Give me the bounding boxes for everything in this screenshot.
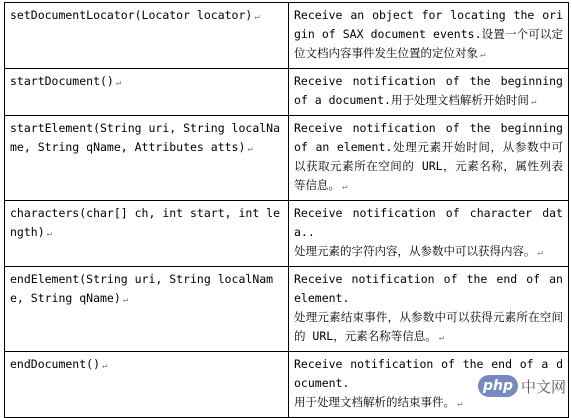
paragraph-mark-icon: ↵ [537, 248, 543, 258]
description-chinese: 用于处理文档解析的结束事件。 [294, 395, 455, 409]
table-row [5, 69, 569, 116]
table-row [5, 201, 569, 267]
method-cell [5, 3, 289, 69]
method-cell [5, 116, 289, 201]
description-chinese: 处理元素开始时间，从参数中可以获取元素所在空间的 URL，元素名称，属性列表等信息。 [294, 140, 564, 192]
method-cell [5, 267, 289, 352]
sax-handler-methods-table [4, 2, 569, 418]
description-english: Receive an object for locating the origin of SAX document events. [294, 8, 563, 41]
paragraph-mark-icon: ↵ [530, 97, 537, 107]
paragraph-mark-icon: ↵ [342, 182, 348, 192]
method-cell [5, 69, 289, 116]
paragraph-mark-icon: ↵ [102, 361, 108, 371]
description-chinese: 设置一个可以定位文档内容事件发生位置的定位对象 [294, 27, 564, 60]
method-signature: endDocument() [10, 357, 101, 371]
paragraph-mark-icon: ↵ [457, 399, 463, 409]
description-chinese: 处理元素的字符内容，从参数中可以获得内容。 [294, 244, 536, 258]
description-cell [289, 267, 569, 352]
method-signature: startElement(String uri, String localName, String qName, Attributes atts) [10, 121, 281, 154]
description-cell [289, 69, 569, 116]
paragraph-mark-icon: ↵ [115, 78, 122, 88]
paragraph-mark-icon: ↵ [122, 295, 129, 305]
method-cell [5, 201, 289, 267]
php-logo-icon: php [478, 375, 518, 397]
site-watermark [478, 375, 566, 397]
paragraph-mark-icon: ↵ [254, 12, 260, 22]
watermark-text: 中文网 [520, 377, 566, 396]
table-row [5, 116, 569, 201]
table-row [5, 3, 569, 69]
description-english: Receive notification of the end of a document. [294, 357, 563, 390]
description-chinese: 用于处理文档解析开始时间 [390, 93, 529, 107]
paragraph-mark-icon: ↵ [438, 333, 445, 343]
paragraph-mark-icon: ↵ [247, 144, 253, 154]
description-cell [289, 201, 569, 267]
paragraph-mark-icon: ↵ [46, 229, 53, 239]
description-chinese: 处理元素结束事件，从参数中可以获得元素所在空间的 URL，元素名称等信息。 [294, 310, 563, 343]
description-english: Receive notification of character data.. [294, 206, 563, 239]
table-row [5, 267, 569, 352]
description-english: Receive notification of the beginning of a document. [294, 74, 563, 107]
method-signature: characters(char[] ch, int start, int length) [10, 206, 281, 239]
description-english: Receive notification of the end of an element. [294, 272, 563, 305]
description-cell [289, 3, 569, 69]
method-signature: startDocument() [10, 74, 114, 88]
method-signature: setDocumentLocator(Locator locator) [10, 8, 253, 22]
paragraph-mark-icon: ↵ [480, 50, 486, 60]
description-cell [289, 116, 569, 201]
method-cell [5, 352, 289, 418]
method-signature: endElement(String uri, String localName, String qName) [10, 272, 274, 305]
description-english: Receive notification of the beginning of an element. [294, 121, 563, 154]
